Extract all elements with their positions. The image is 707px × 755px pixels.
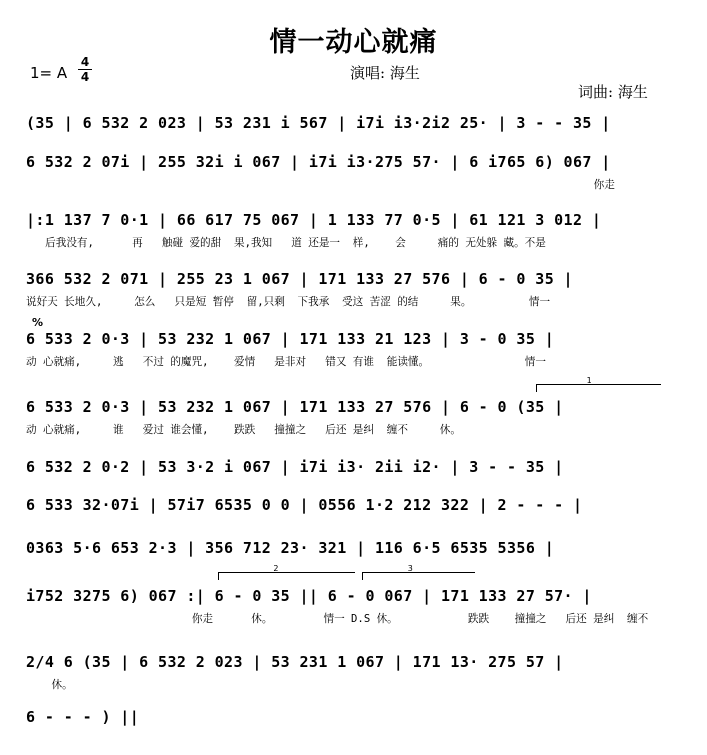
volta-bracket-1 xyxy=(536,376,661,392)
volta-bracket-3 xyxy=(362,564,475,580)
white-patch xyxy=(664,84,690,100)
notation-line: (35 | 6 532 2 023 | 53 231 i 567 | i7i i3·2i2 25· | 3 - - 35 | xyxy=(26,114,611,132)
song-title: 情一动心就痛 xyxy=(269,27,438,58)
notation-line: 2/4 6 (35 | 6 532 2 023 | 53 231 1 067 | 171 13· 275 57 | xyxy=(26,653,564,671)
notation-line: i752 3275 6) 067 :| 6 - 0 35 || 6 - 0 067 | 171 133 27 57· | xyxy=(26,587,592,605)
lyric-line: 动 心就痛, 逃 不过 的魔咒, 爱情 是非对 错又 有谁 能读懂。 情一 xyxy=(26,356,546,368)
meter-top: 4 xyxy=(80,55,90,69)
singer-credit: 演唱: 海生 xyxy=(350,64,420,82)
notation-line: 6 533 32·07i | 57i7 6535 0 0 | 0556 1·2 212 322 | 2 - - - | xyxy=(26,496,583,514)
notation-line: 6 533 2 0·3 | 53 232 1 067 | 171 133 27 576 | 6 - 0 (35 | xyxy=(26,398,564,416)
notation-line: 0363 5·6 653 2·3 | 356 712 23· 321 | 116 6·5 6535 5356 | xyxy=(26,539,555,557)
volta-number: 3 xyxy=(407,564,413,573)
notation-line: 6 533 2 0·3 | 53 232 1 067 | 171 133 21 123 | 3 - 0 35 | xyxy=(26,330,555,348)
key-signature: 1= A xyxy=(30,64,68,82)
notation-line: 6 532 2 0·2 | 53 3·2 i 067 | i7i i3· 2ii i2· | 3 - - 35 | xyxy=(26,458,564,476)
meter-bottom: 4 xyxy=(80,70,90,84)
notation-line: 6 - - - ) || xyxy=(26,708,140,726)
volta-bracket-2 xyxy=(218,564,355,580)
lyric-line: 你走 xyxy=(26,179,615,191)
segno-sign: % xyxy=(32,316,44,329)
notation-line: 366 532 2 071 | 255 23 1 067 | 171 133 27 576 | 6 - 0 35 | xyxy=(26,270,573,288)
lyric-line: 你走 休。 情一 D.S 休。 跌跌 撞撞之 后还 是纠 缠不 xyxy=(26,613,649,625)
lyric-line: 后我没有, 再 触碰 爱的甜 果,我知 道 还是一 样, 会 痛的 无处躲 藏。不是 xyxy=(26,237,546,249)
lyric-line: 说好天 长地久, 怎么 只是短 暂停 留,只剩 下我承 受这 苦涩 的结 果。 情一 xyxy=(26,296,551,308)
volta-number: 1 xyxy=(586,376,592,385)
lyric-line: 休。 xyxy=(26,679,73,691)
notation-line: 6 532 2 07i | 255 32i i 067 | i7i i3·275 57· | 6 i765 6) 067 | xyxy=(26,153,611,171)
white-patch xyxy=(522,58,632,80)
writer-credit: 词曲: 海生 xyxy=(578,83,648,101)
time-signature xyxy=(78,56,92,83)
notation-line: |:1 137 7 0·1 | 66 617 75 067 | 1 133 77 0·5 | 61 121 3 012 | xyxy=(26,211,602,229)
volta-number: 2 xyxy=(273,564,279,573)
lyric-line: 动 心就痛, 谁 爱过 谁会懂, 跌跌 撞撞之 后还 是纠 缠不 休。 xyxy=(26,424,461,436)
